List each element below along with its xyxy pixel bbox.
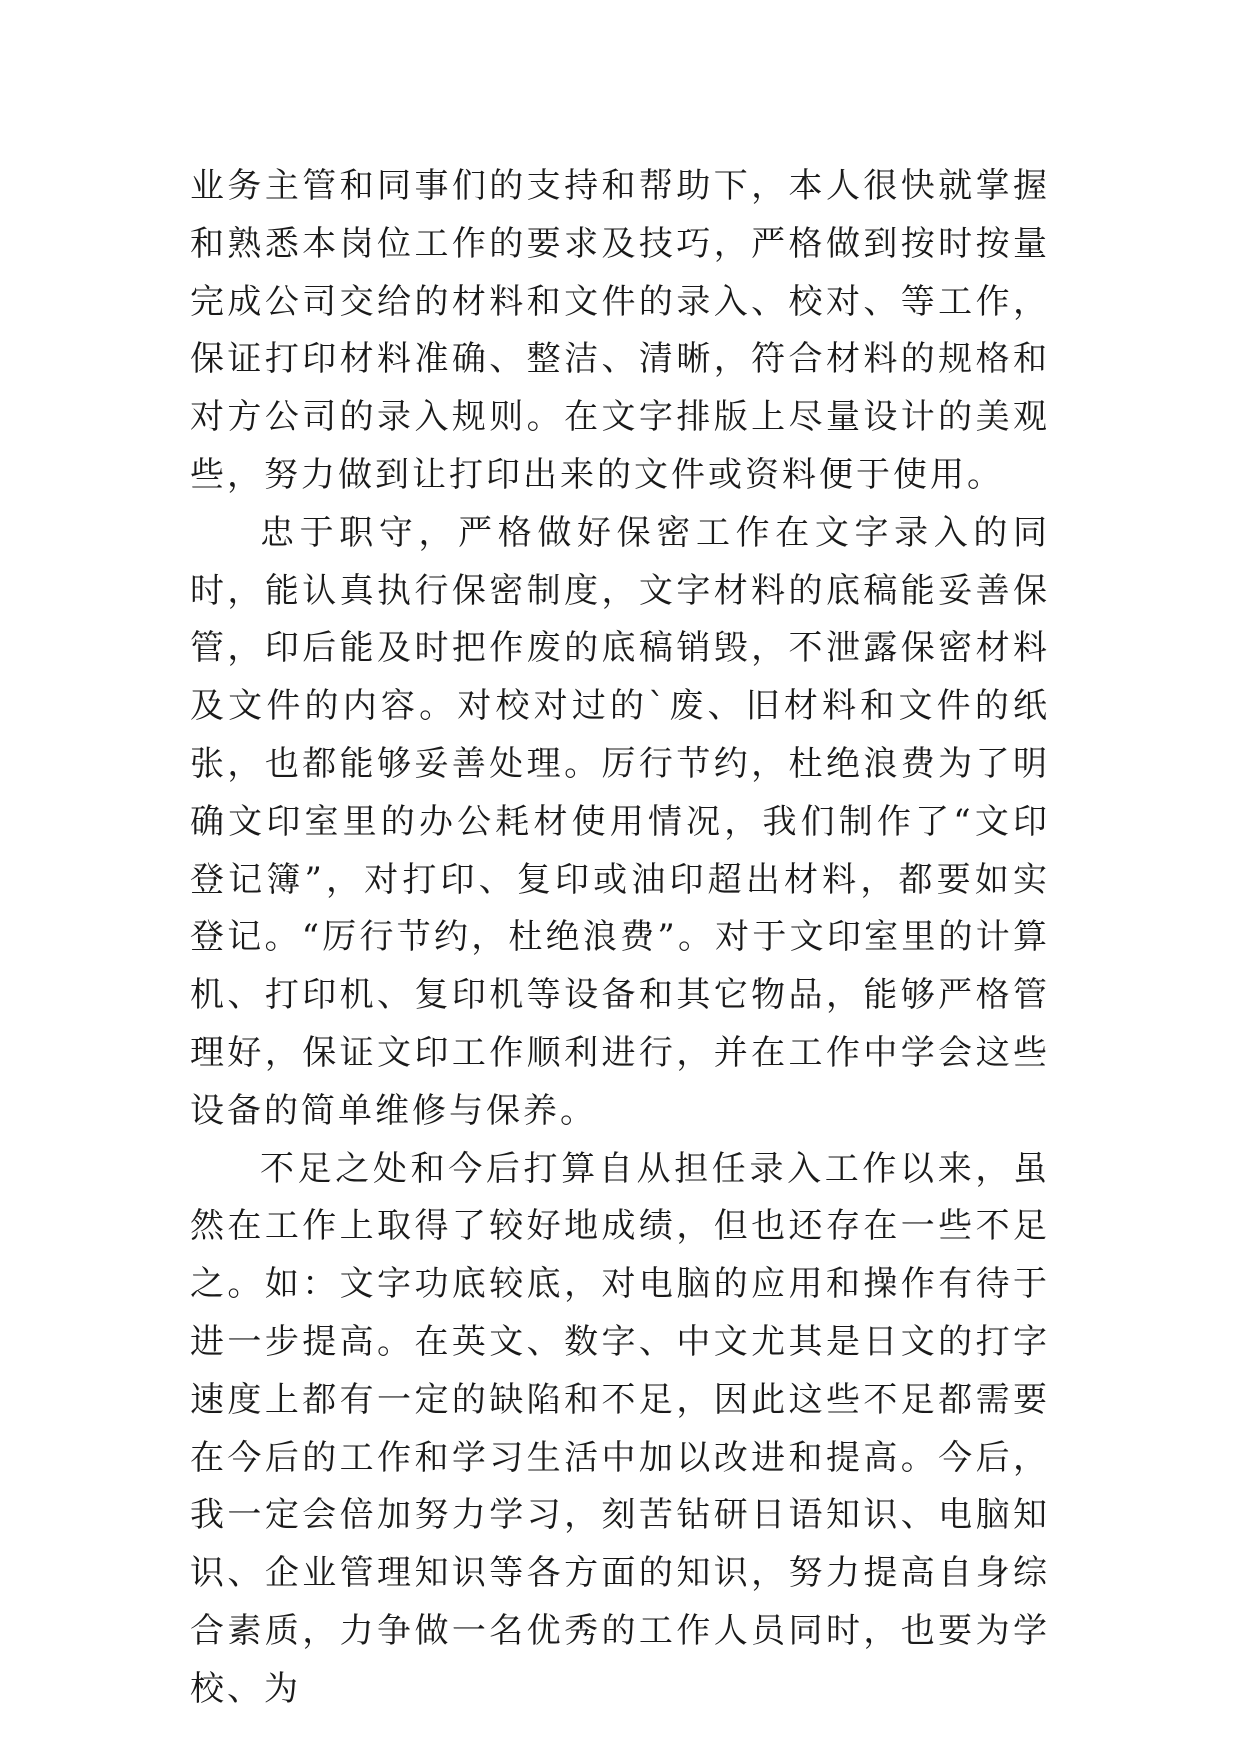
document-body [190,158,1050,1719]
paragraph-confidentiality: 忠于职守，严格做好保密工作在文字录入的同时，能认真执行保密制度，文字材料的底稿能妥善保管，印后能及时把作废的底稿销毁，不泄露保密材料及文件的内容。对校对过的`废、旧材料和文件的纸张，也都能够妥善处理。厉行节约，杜绝浪费为了明确文印室里的办公耗材使用情况，我们制作了“文印登记簿”，对打印、复印或油印超出材料，都要如实登记。“厉行节约，杜绝浪费”。对于文印室里的计算机、打印机、复印机等设备和其它物品，能够严格管理好，保证文印工作顺利进行，并在工作中学会这些设备的简单维修与保养。 [190,512,1050,1131]
paragraph-continued: 业务主管和同事们的支持和帮助下，本人很快就掌握和熟悉本岗位工作的要求及技巧，严格做到按时按量完成公司交给的材料和文件的录入、校对、等工作，保证打印材料准确、整洁、清晰，符合材料的规格和对方公司的录入规则。在文字排版上尽量设计的美观些，努力做到让打印出来的文件或资料便于使用。 [190,166,1050,495]
paragraph-shortcomings: 不足之处和今后打算自从担任录入工作以来，虽然在工作上取得了较好地成绩，但也还存在一些不足之。如：文字功底较底，对电脑的应用和操作有待于进一步提高。在英文、数字、中文尤其是日文的打字速度上都有一定的缺陷和不足，因此这些不足都需要在今后的工作和学习生活中加以改进和提高。今后，我一定会倍加努力学习，刻苦钻研日语知识、电脑知识、企业管理知识等各方面的知识，努力提高自身综合素质，力争做一名优秀的工作人员同时，也要为学校、为 [190,1148,1050,1709]
